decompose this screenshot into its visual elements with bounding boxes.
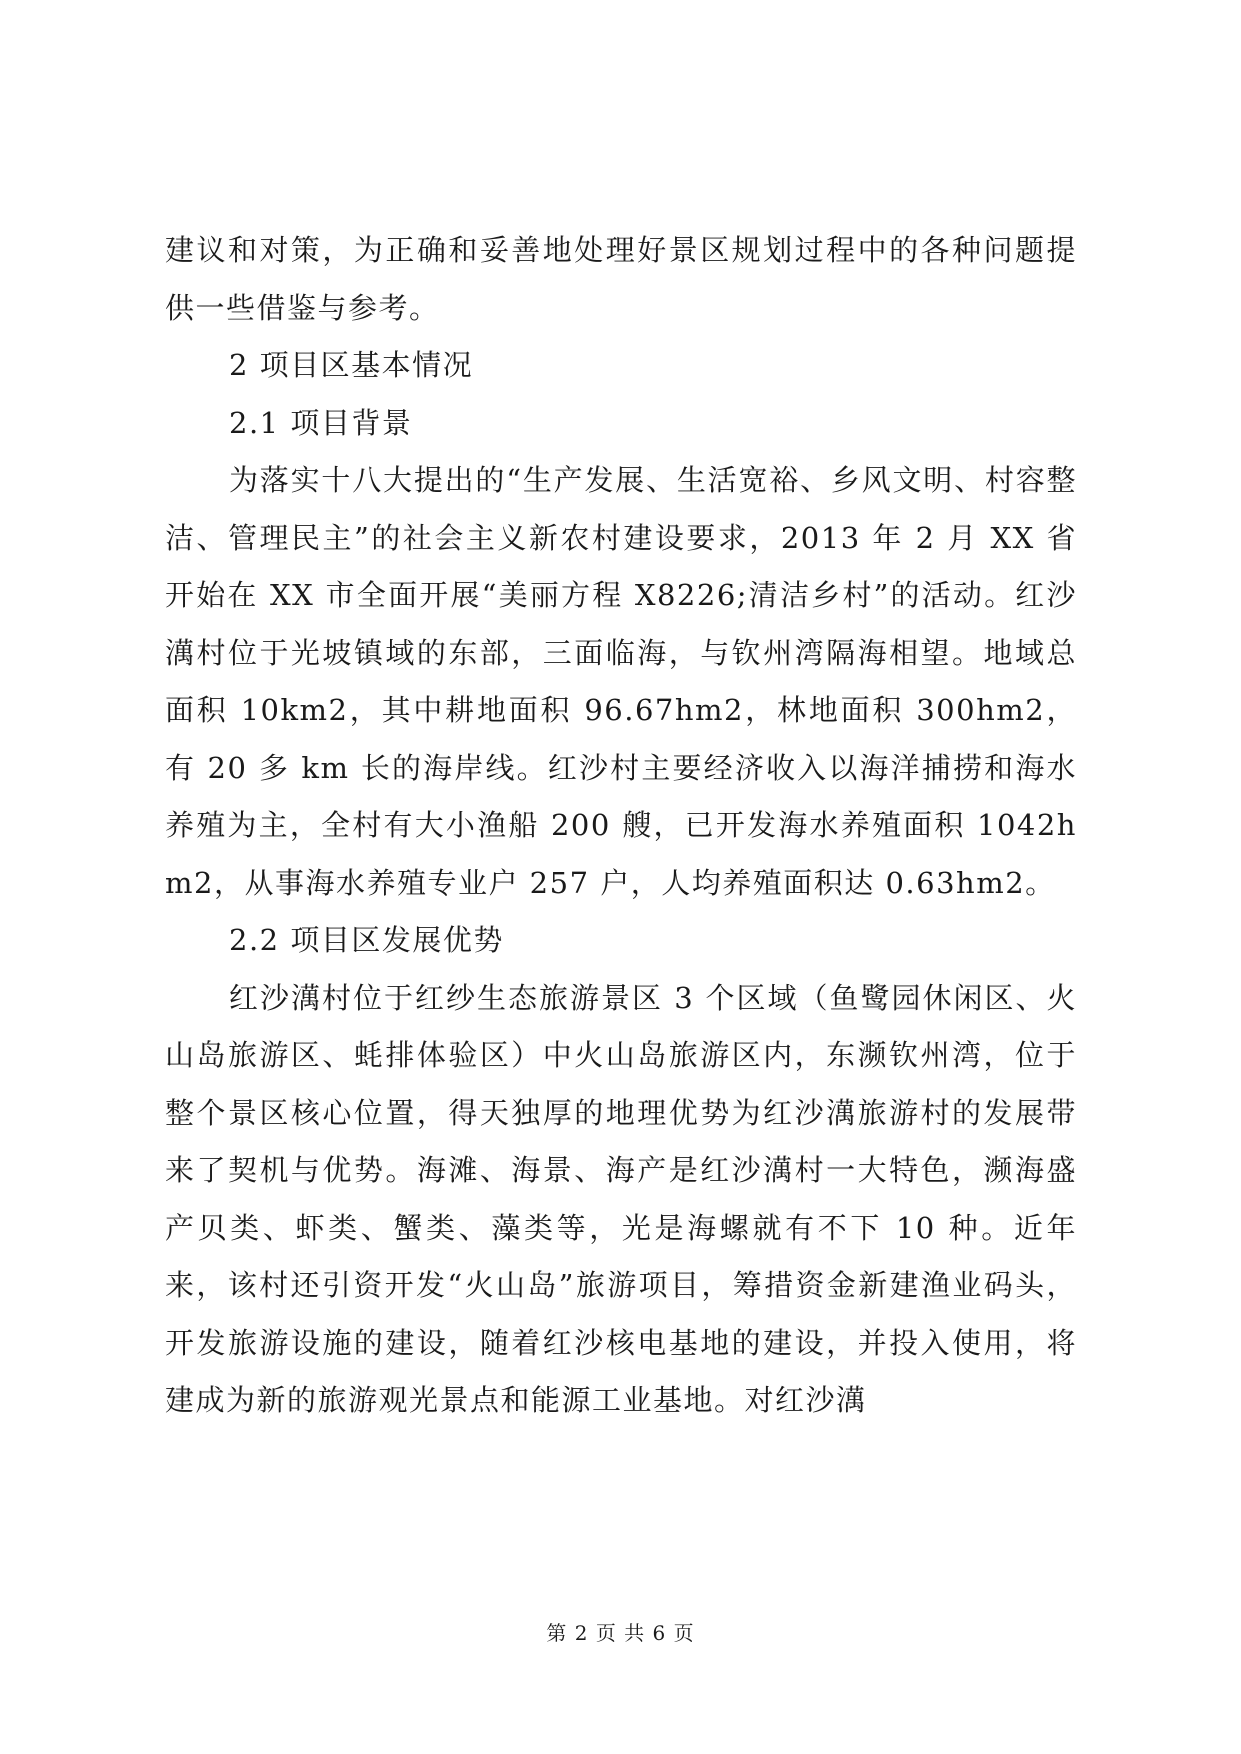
paragraph-development-advantages: 红沙澫村位于红纱生态旅游景区 3 个区域（鱼鹭园休闲区、火山岛旅游区、蚝排体验区）中火山岛旅游区内，东濒钦州湾，位于整个景区核心位置，得天独厚的地理优势为红沙澫旅游村的发展带来了契机与优势。海滩、海景、海产是红沙澫村一大特色，濒海盛产贝类、虾类、蟹类、藻类等，光是海螺就有不下 10 种。近年来，该村还引资开发“火山岛”旅游项目，筹措资金新建渔业码头，开发旅游设施的建设，随着红沙核电基地的建设，并投入使用，将建成为新的旅游观光景点和能源工业基地。对红沙澫 <box>165 980 1077 1417</box>
page-footer: 第 2 页 共 6 页 <box>546 1621 695 1645</box>
paragraph-project-background: 为落实十八大提出的“生产发展、生活宽裕、乡风文明、村容整洁、管理民主”的社会主义新农村建设要求，2013 年 2 月 XX 省开始在 XX 市全面开展“美丽方程 X8226;清洁乡村”的活动。红沙澫村位于光坡镇域的东部，三面临海，与钦州湾隔海相望。地域总面积 10km2，其中耕地面积 96.67hm2，林地面积 300hm2，有 20 多 km 长的海岸线。红沙村主要经济收入以海洋捕捞和海水养殖为主，全村有大小渔船 200 艘，已开发海水养殖面积 1042hm2，从事海水养殖专业户 257 户，人均养殖面积达 0.63hm2。 <box>165 463 1077 900</box>
section-heading-2: 2 项目区基本情况 <box>229 348 474 382</box>
document-body <box>165 222 1077 1430</box>
subsection-heading-2-1: 2.1 项目背景 <box>229 405 413 440</box>
subsection-heading-2-2: 2.2 项目区发展优势 <box>229 923 504 957</box>
paragraph-continuation: 建议和对策，为正确和妥善地处理好景区规划过程中的各种问题提供一些借鉴与参考。 <box>165 233 1077 325</box>
